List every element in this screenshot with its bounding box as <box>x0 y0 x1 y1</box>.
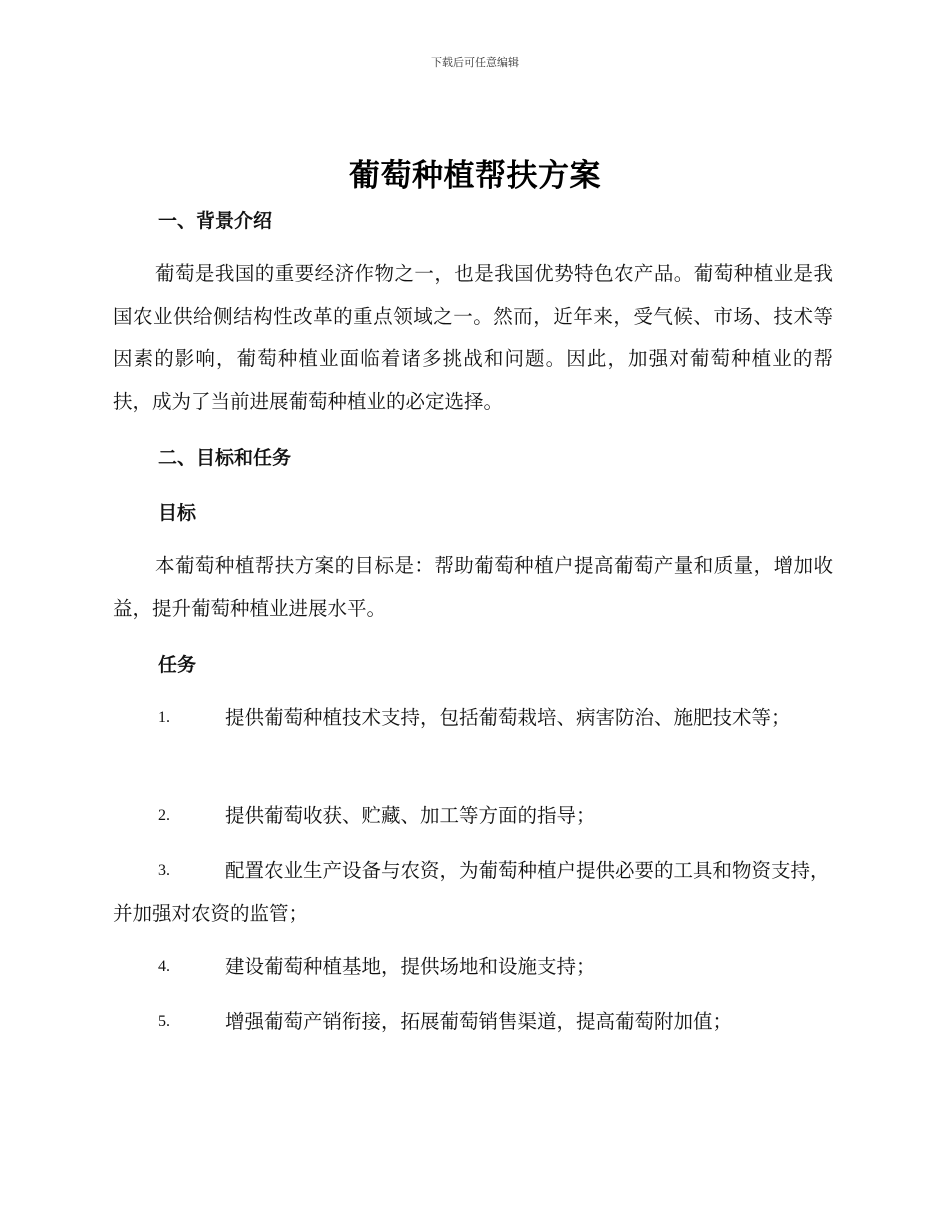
list-item-text: 配置农业生产设备与农资，为葡萄种植户提供必要的工具和物资支持，并加强对农资的监管； <box>113 859 830 925</box>
list-item <box>113 1001 833 1044</box>
list-number: 3. <box>158 862 170 879</box>
task-heading: 任务 <box>158 654 197 676</box>
goal-heading: 目标 <box>158 502 197 524</box>
list-number: 2. <box>158 807 170 824</box>
list-item <box>113 697 833 740</box>
list-number: 4. <box>158 958 170 975</box>
background-paragraph: 葡萄是我国的重要经济作物之一，也是我国优势特色农产品。葡萄种植业是我国农业供给侧结构性改革的重点领域之一。然而，近年来，受气候、市场、技术等因素的影响，葡萄种植业面临着诸多挑战和问题。因此，加强对葡萄种植业的帮扶，成为了当前进展葡萄种植业的必定选择。 <box>113 262 833 413</box>
header-note: 下载后可任意编辑 <box>431 56 519 69</box>
list-item-text: 建设葡萄种植基地，提供场地和设施支持； <box>225 955 596 978</box>
list-item-text: 提供葡萄种植技术支持，包括葡萄栽培、病害防治、施肥技术等； <box>225 706 791 729</box>
list-item <box>113 795 833 838</box>
list-item <box>113 946 833 989</box>
document-title: 葡萄种植帮扶方案 <box>349 158 601 194</box>
section-heading-background: 一、背景介绍 <box>158 210 273 232</box>
list-item-text: 增强葡萄产销衔接，拓展葡萄销售渠道，提高葡萄附加值； <box>225 1010 733 1033</box>
goal-paragraph: 本葡萄种植帮扶方案的目标是：帮助葡萄种植户提高葡萄产量和质量，增加收益，提升葡萄种植业进展水平。 <box>113 554 833 620</box>
list-number: 5. <box>158 1013 170 1030</box>
list-item <box>113 850 833 935</box>
list-item-text: 提供葡萄收获、贮藏、加工等方面的指导； <box>225 804 596 827</box>
list-number: 1. <box>158 709 170 726</box>
section-heading-goals: 二、目标和任务 <box>158 447 292 469</box>
